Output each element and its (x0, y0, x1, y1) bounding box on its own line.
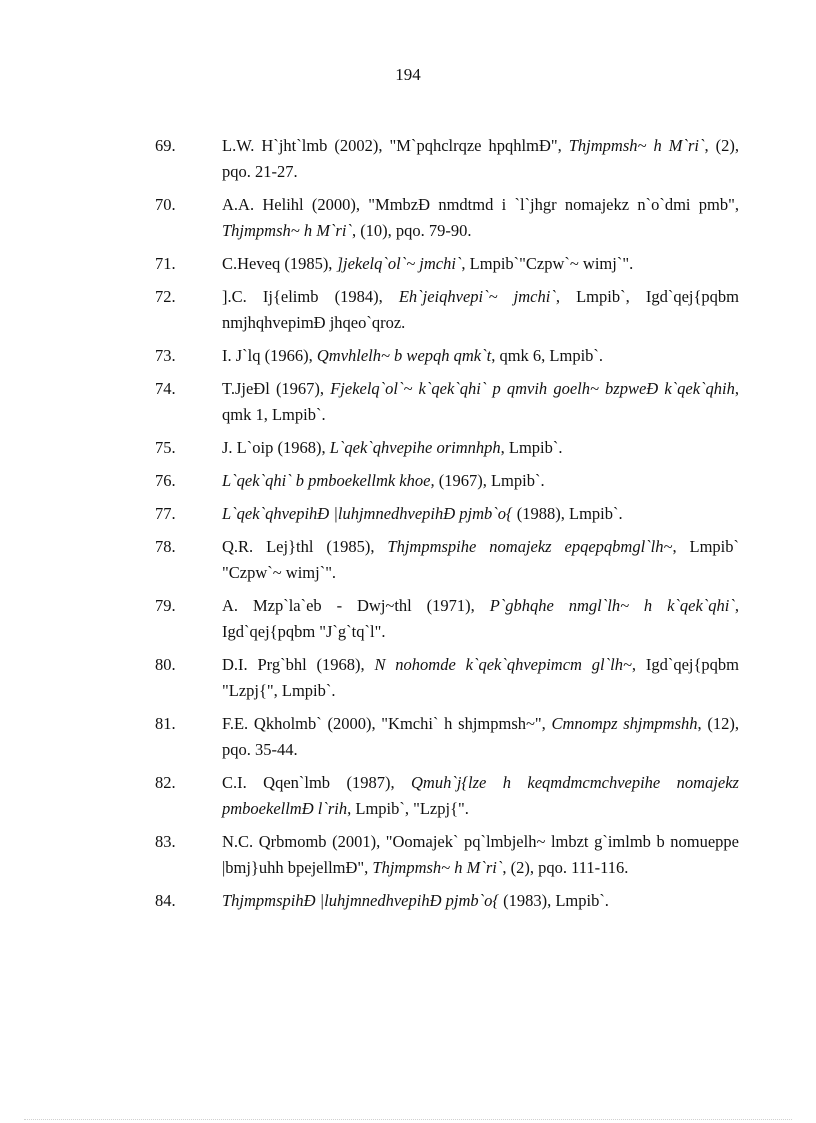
reference-detail: L.W. H`jht`lmb (2002), "M`pqhclrqze hpqhlmĐ", (222, 136, 569, 155)
reference-text (222, 504, 623, 523)
reference-title: Cmnompz shjmpmshh (551, 714, 698, 733)
page-number: 194 (395, 65, 421, 84)
reference-detail: J. L`oip (1968), (222, 438, 330, 457)
reference-number: 69. (155, 136, 176, 155)
reference-detail: , Lmpib` "Czpw`~ wimj`". (222, 537, 739, 582)
reference-text (222, 537, 739, 582)
reference-number: 78. (155, 537, 176, 556)
reference-entry (155, 501, 739, 527)
reference-entry (155, 770, 739, 822)
reference-text (222, 655, 739, 700)
reference-entry (155, 284, 739, 336)
reference-number: 84. (155, 891, 176, 910)
reference-number: 75. (155, 438, 176, 457)
reference-title: L`qek`qhvepihe orimnhph (329, 438, 501, 457)
reference-number: 74. (155, 379, 176, 398)
reference-detail: , Lmpib`, Igd`qej{pqbm nmjhqhvepimĐ jhqeo`qroz. (222, 287, 739, 332)
reference-title: Thjmpmspihe nomajekz epqepqbmgl`lh~ (387, 537, 673, 556)
reference-number: 72. (155, 287, 176, 306)
reference-detail: A.A. Helihl (2000), "MmbzĐ nmdtmd i `l`jhgr nomajekz n`o`dmi pmb", (222, 195, 739, 214)
reference-title: Fjekelq`ol`~ k`qek`qhi` p qmvih goelh~ bzpweĐ k`qek`qhih (330, 379, 735, 398)
reference-detail: ].C. Ij{elimb (1984), (222, 287, 399, 306)
reference-text (222, 136, 739, 181)
reference-text (222, 471, 545, 490)
reference-detail: , (2), pqo. 111-116. (502, 858, 629, 877)
reference-title: P`gbhqhe nmgl`lh~ h k`qek`qhi` (489, 596, 735, 615)
reference-title: Thjmpmsh~ h M`ri` (222, 221, 352, 240)
reference-number: 73. (155, 346, 176, 365)
reference-number: 82. (155, 773, 176, 792)
reference-detail: D.I. Prg`bhl (1968), (222, 655, 375, 674)
reference-title: N nohomde k`qek`qhvepimcm gl`lh~ (374, 655, 632, 674)
reference-detail: (1967), Lmpib`. (434, 471, 545, 490)
reference-text (222, 438, 563, 457)
reference-detail: I. J`lq (1966), (222, 346, 317, 365)
reference-title: L`qek`qhvepihĐ |luhjmnedhvepihĐ pjmb`o{ (222, 504, 513, 523)
reference-detail: , (2), pqo. 21-27. (222, 136, 739, 181)
reference-number: 71. (155, 254, 176, 273)
reference-text (222, 195, 739, 240)
reference-detail: T.JjeĐl (1967), (222, 379, 331, 398)
reference-number: 77. (155, 504, 176, 523)
reference-title: Thjmpmsh~ h M`ri` (568, 136, 705, 155)
reference-entry (155, 376, 739, 428)
reference-title: ]jekelq`ol`~ jmchi` (336, 254, 462, 273)
reference-title: Qmuh`j{lze h keqmdmcmchvepihe nomajekz pmboekellmĐ l`rih (222, 773, 739, 818)
reference-detail: , Igd`qej{pqbm "Lzpj{", Lmpib`. (222, 655, 739, 700)
reference-number: 76. (155, 471, 176, 490)
reference-detail: N.C. Qrbmomb (2001), "Oomajek` pq`lmbjelh~ lmbzt g`imlmb b nomueppe |bmj}uhh bpejellmĐ", (222, 832, 739, 877)
reference-detail: (1988), Lmpib`. (512, 504, 623, 523)
reference-detail: A. Mzp`la`eb - Dwj~thl (1971), (222, 596, 490, 615)
reference-text (222, 773, 739, 818)
reference-detail: , Lmpib`. (500, 438, 563, 457)
reference-number: 81. (155, 714, 176, 733)
reference-text (222, 596, 739, 641)
reference-title: L`qek`qhi` b pmboekellmk khoe, (222, 471, 435, 490)
reference-entry (155, 711, 739, 763)
reference-title: ThjmpmspihĐ |luhjmnedhvepihĐ pjmb`o{ (222, 891, 499, 910)
reference-entry (155, 593, 739, 645)
reference-entry (155, 251, 739, 277)
reference-entry (155, 343, 739, 369)
reference-title: Thjmpmsh~ h M`ri` (372, 858, 503, 877)
reference-entry (155, 133, 739, 185)
reference-entry (155, 435, 739, 461)
reference-detail: , qmk 6, Lmpib`. (491, 346, 604, 365)
reference-title: Eh`jeiqhvepi`~ jmchi` (398, 287, 556, 306)
reference-detail: , Lmpib`"Czpw`~ wimj`". (461, 254, 634, 273)
reference-text (222, 287, 739, 332)
reference-detail: F.E. Qkholmb` (2000), "Kmchi` h shjmpmsh~", (222, 714, 552, 733)
reference-text (222, 832, 739, 877)
reference-list (155, 133, 739, 921)
reference-text (222, 891, 609, 910)
reference-entry (155, 534, 739, 586)
reference-detail: , Igd`qej{pqbm "J`g`tq`l". (222, 596, 739, 641)
reference-text (222, 346, 603, 365)
reference-entry (155, 888, 739, 914)
reference-title: Qmvhlelh~ b wepqh qmk`t (316, 346, 492, 365)
reference-text (222, 254, 633, 273)
reference-entry (155, 652, 739, 704)
reference-detail: Q.R. Lej}thl (1985), (222, 537, 388, 556)
reference-detail: (1983), Lmpib`. (498, 891, 609, 910)
reference-number: 83. (155, 832, 176, 851)
reference-detail: , qmk 1, Lmpib`. (222, 379, 739, 424)
reference-detail: C.Heveq (1985), (222, 254, 337, 273)
reference-detail: , (12), pqo. 35-44. (222, 714, 739, 759)
reference-detail: , Lmpib`, "Lzpj{". (347, 799, 469, 818)
reference-detail: , (10), pqo. 79-90. (351, 221, 472, 240)
page-bottom-border (24, 1119, 792, 1120)
reference-detail: C.I. Qqen`lmb (1987), (222, 773, 411, 792)
reference-number: 80. (155, 655, 176, 674)
reference-text (222, 379, 739, 424)
reference-entry (155, 192, 739, 244)
reference-number: 79. (155, 596, 176, 615)
reference-number: 70. (155, 195, 176, 214)
reference-entry (155, 829, 739, 881)
reference-entry (155, 468, 739, 494)
reference-text (222, 714, 739, 759)
